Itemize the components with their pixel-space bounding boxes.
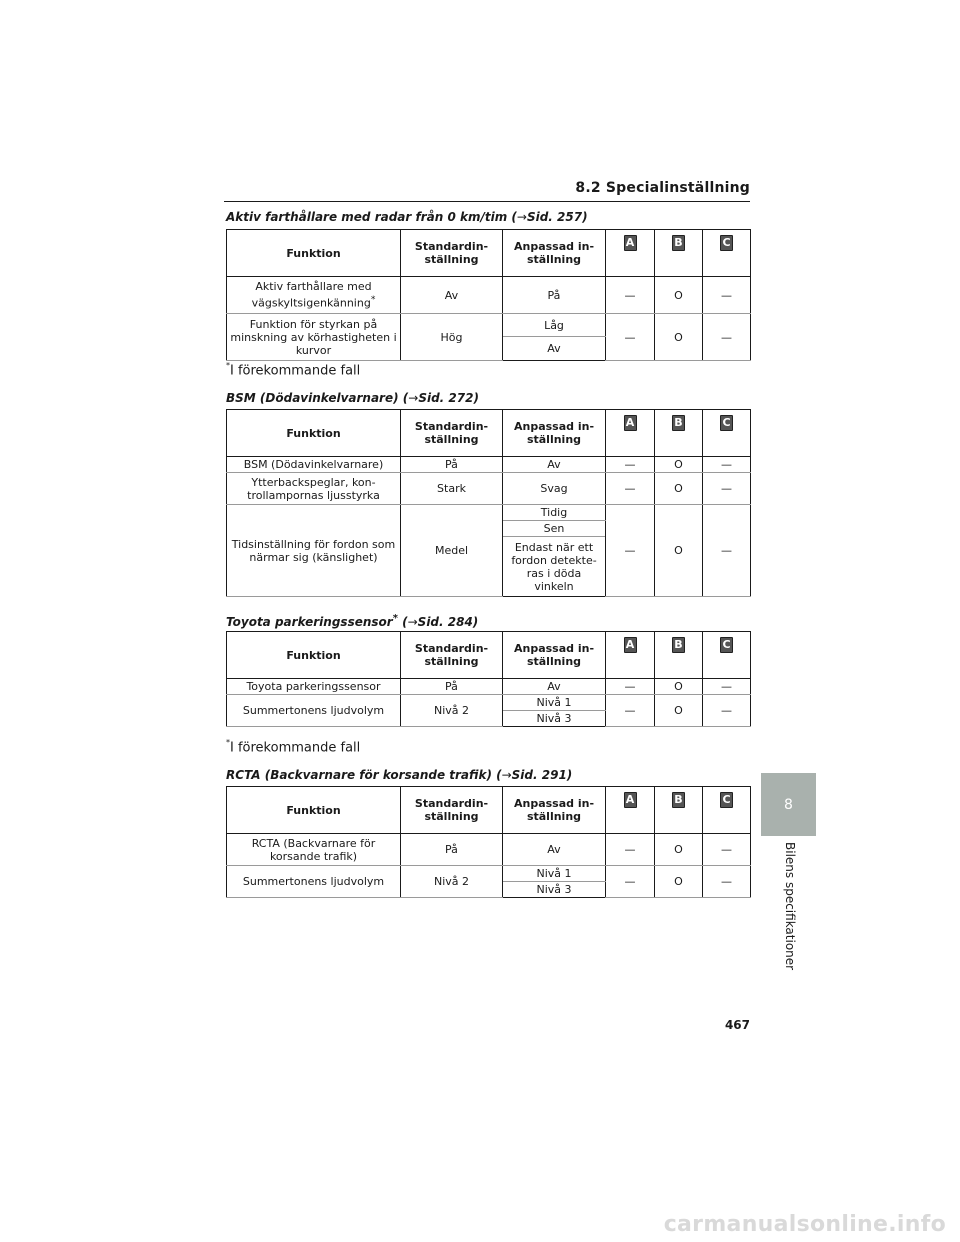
cell-a: — bbox=[606, 314, 655, 361]
table-row bbox=[227, 866, 751, 882]
cell-c: — bbox=[703, 277, 751, 314]
cell-c: — bbox=[703, 866, 751, 898]
letter-b-icon: B bbox=[672, 637, 685, 653]
cell-c: — bbox=[703, 695, 751, 727]
table-header-row bbox=[227, 632, 751, 679]
col-header-funktion: Funktion bbox=[227, 787, 401, 834]
arrow-icon: → bbox=[516, 210, 527, 224]
col-header-anpassad: Anpassad in-ställning bbox=[503, 410, 606, 457]
cell-b: O bbox=[655, 277, 703, 314]
footnote-star: * bbox=[226, 738, 230, 747]
cell-a: — bbox=[606, 695, 655, 727]
letter-a-icon: A bbox=[624, 415, 637, 431]
col-header-funktion: Funktion bbox=[227, 632, 401, 679]
section-title-bsm bbox=[226, 391, 479, 405]
cell-funktion: Tidsinställning för fordon som närmar sig (känslighet) bbox=[227, 505, 401, 597]
letter-c-icon: C bbox=[720, 235, 733, 251]
chapter-tab[interactable] bbox=[761, 773, 816, 836]
cell-b: O bbox=[655, 473, 703, 505]
cell-a: — bbox=[606, 866, 655, 898]
section-title-rcta bbox=[226, 768, 572, 782]
cell-standard: På bbox=[401, 834, 503, 866]
cell-a: — bbox=[606, 473, 655, 505]
cell-a: — bbox=[606, 277, 655, 314]
col-header-anpassad: Anpassad in-ställning bbox=[503, 230, 606, 277]
cell-anpassad: Svag bbox=[503, 473, 606, 505]
settings-table-parking bbox=[226, 631, 751, 727]
footnote-star: * bbox=[392, 613, 398, 624]
col-header-anpassad: Anpassad in-ställning bbox=[503, 787, 606, 834]
cell-funktion: Ytterbackspeglar, kon-trollampornas ljusstyrka bbox=[227, 473, 401, 505]
col-header-b bbox=[655, 230, 703, 277]
cell-b: O bbox=[655, 505, 703, 597]
col-header-c bbox=[703, 230, 751, 277]
cell-a: — bbox=[606, 834, 655, 866]
col-header-standard: Standardin-ställning bbox=[401, 632, 503, 679]
table-row bbox=[227, 314, 751, 337]
col-header-a bbox=[606, 632, 655, 679]
cell-standard: Nivå 2 bbox=[401, 866, 503, 898]
section-ref-link[interactable]: Sid. 257) bbox=[526, 210, 588, 224]
section-title-text: BSM (Dödavinkelvarnare) ( bbox=[226, 391, 409, 405]
cell-funktion: Funktion för styrkan på minskning av körhastigheten i kurvor bbox=[227, 314, 401, 361]
cell-standard: Av bbox=[401, 277, 503, 314]
footnote: *I förekommande fall bbox=[226, 738, 361, 756]
cell-funktion: Aktiv farthållare med vägskyltsigenkänning* bbox=[227, 277, 401, 314]
cell-anpassad: På bbox=[503, 277, 606, 314]
settings-table-rcta bbox=[226, 786, 751, 898]
footnote-star: * bbox=[370, 294, 376, 306]
cell-anpassad: Nivå 3 bbox=[503, 711, 606, 727]
cell-funktion: RCTA (Backvarnare för korsande trafik) bbox=[227, 834, 401, 866]
letter-a-icon: A bbox=[624, 235, 637, 251]
cell-a: — bbox=[606, 679, 655, 695]
col-header-standard: Standardin-ställning bbox=[401, 230, 503, 277]
col-header-anpassad: Anpassad in-ställning bbox=[503, 632, 606, 679]
cell-c: — bbox=[703, 457, 751, 473]
cell-anpassad: Tidig bbox=[503, 505, 606, 521]
cell-anpassad: Nivå 1 bbox=[503, 695, 606, 711]
cell-a: — bbox=[606, 505, 655, 597]
cell-anpassad: Av bbox=[503, 457, 606, 473]
col-header-a bbox=[606, 787, 655, 834]
table-row bbox=[227, 277, 751, 314]
table-row bbox=[227, 679, 751, 695]
arrow-icon: → bbox=[408, 391, 419, 405]
letter-a-icon: A bbox=[624, 792, 637, 808]
letter-b-icon: B bbox=[672, 235, 685, 251]
cell-c: — bbox=[703, 505, 751, 597]
cell-standard: Nivå 2 bbox=[401, 695, 503, 727]
section-title-text: RCTA (Backvarnare för korsande trafik) ( bbox=[226, 768, 502, 782]
section-ref-link[interactable]: Sid. 291) bbox=[511, 768, 573, 782]
section-title-text: Toyota parkeringssensor bbox=[226, 615, 393, 629]
cell-b: O bbox=[655, 679, 703, 695]
cell-funktion: Summertonens ljudvolym bbox=[227, 695, 401, 727]
table-header-row bbox=[227, 787, 751, 834]
arrow-icon: → bbox=[407, 615, 418, 629]
page-number: 467 bbox=[724, 1018, 750, 1032]
cell-standard: Hög bbox=[401, 314, 503, 361]
chapter-number: 8 bbox=[784, 796, 793, 813]
footnote: *I förekommande fall bbox=[226, 361, 361, 379]
cell-c: — bbox=[703, 679, 751, 695]
col-header-standard: Standardin-ställning bbox=[401, 410, 503, 457]
footnote-star: * bbox=[226, 361, 230, 370]
col-header-c bbox=[703, 410, 751, 457]
letter-c-icon: C bbox=[720, 792, 733, 808]
table-row bbox=[227, 457, 751, 473]
cell-b: O bbox=[655, 866, 703, 898]
section-title-text: Aktiv farthållare med radar från 0 km/tim ( bbox=[226, 210, 517, 224]
header-divider bbox=[224, 201, 750, 202]
cell-anpassad: Nivå 3 bbox=[503, 882, 606, 898]
cell-standard: Stark bbox=[401, 473, 503, 505]
cell-funktion: Toyota parkeringssensor bbox=[227, 679, 401, 695]
col-header-a bbox=[606, 410, 655, 457]
cell-anpassad: Nivå 1 bbox=[503, 866, 606, 882]
cell-c: — bbox=[703, 473, 751, 505]
cell-b: O bbox=[655, 457, 703, 473]
letter-c-icon: C bbox=[720, 415, 733, 431]
cell-a: — bbox=[606, 457, 655, 473]
col-header-c bbox=[703, 632, 751, 679]
cell-anpassad: Endast när ett fordon detekte-ras i döda vinkeln bbox=[503, 537, 606, 597]
letter-b-icon: B bbox=[672, 792, 685, 808]
cell-funktion: BSM (Dödavinkelvarnare) bbox=[227, 457, 401, 473]
cell-anpassad: Av bbox=[503, 679, 606, 695]
cell-standard: Medel bbox=[401, 505, 503, 597]
cell-b: O bbox=[655, 834, 703, 866]
table-row bbox=[227, 505, 751, 521]
arrow-icon: → bbox=[501, 768, 512, 782]
cell-funktion: Summertonens ljudvolym bbox=[227, 866, 401, 898]
chapter-label: Bilens specifikationer bbox=[783, 842, 797, 971]
cell-standard: På bbox=[401, 457, 503, 473]
letter-c-icon: C bbox=[720, 637, 733, 653]
col-header-a bbox=[606, 230, 655, 277]
settings-table-acc bbox=[226, 229, 751, 361]
cell-anpassad: Låg bbox=[503, 314, 606, 337]
col-header-b bbox=[655, 787, 703, 834]
cell-anpassad: Av bbox=[503, 834, 606, 866]
table-header-row bbox=[227, 230, 751, 277]
table-row bbox=[227, 473, 751, 505]
cell-b: O bbox=[655, 314, 703, 361]
section-ref-link[interactable]: Sid. 272) bbox=[418, 391, 479, 405]
watermark-text: carmanualsonline.info bbox=[663, 1212, 946, 1237]
cell-c: — bbox=[703, 314, 751, 361]
settings-table-bsm bbox=[226, 409, 751, 597]
cell-anpassad: Sen bbox=[503, 521, 606, 537]
col-header-b bbox=[655, 632, 703, 679]
cell-b: O bbox=[655, 695, 703, 727]
cell-anpassad: Av bbox=[503, 337, 606, 361]
col-header-c bbox=[703, 787, 751, 834]
col-header-funktion: Funktion bbox=[227, 410, 401, 457]
section-title-parking: Toyota parkeringssensor* (→Sid. 284) bbox=[226, 613, 479, 629]
cell-standard: På bbox=[401, 679, 503, 695]
cell-c: — bbox=[703, 834, 751, 866]
letter-b-icon: B bbox=[672, 415, 685, 431]
letter-a-icon: A bbox=[624, 637, 637, 653]
table-header-row bbox=[227, 410, 751, 457]
col-header-funktion: Funktion bbox=[227, 230, 401, 277]
section-ref-link[interactable]: Sid. 284) bbox=[417, 615, 479, 629]
page-header-title: 8.2 Specialinställning bbox=[575, 180, 750, 196]
section-title-acc bbox=[226, 210, 588, 224]
table-row bbox=[227, 695, 751, 711]
table-row bbox=[227, 834, 751, 866]
col-header-b bbox=[655, 410, 703, 457]
col-header-standard: Standardin-ställning bbox=[401, 787, 503, 834]
